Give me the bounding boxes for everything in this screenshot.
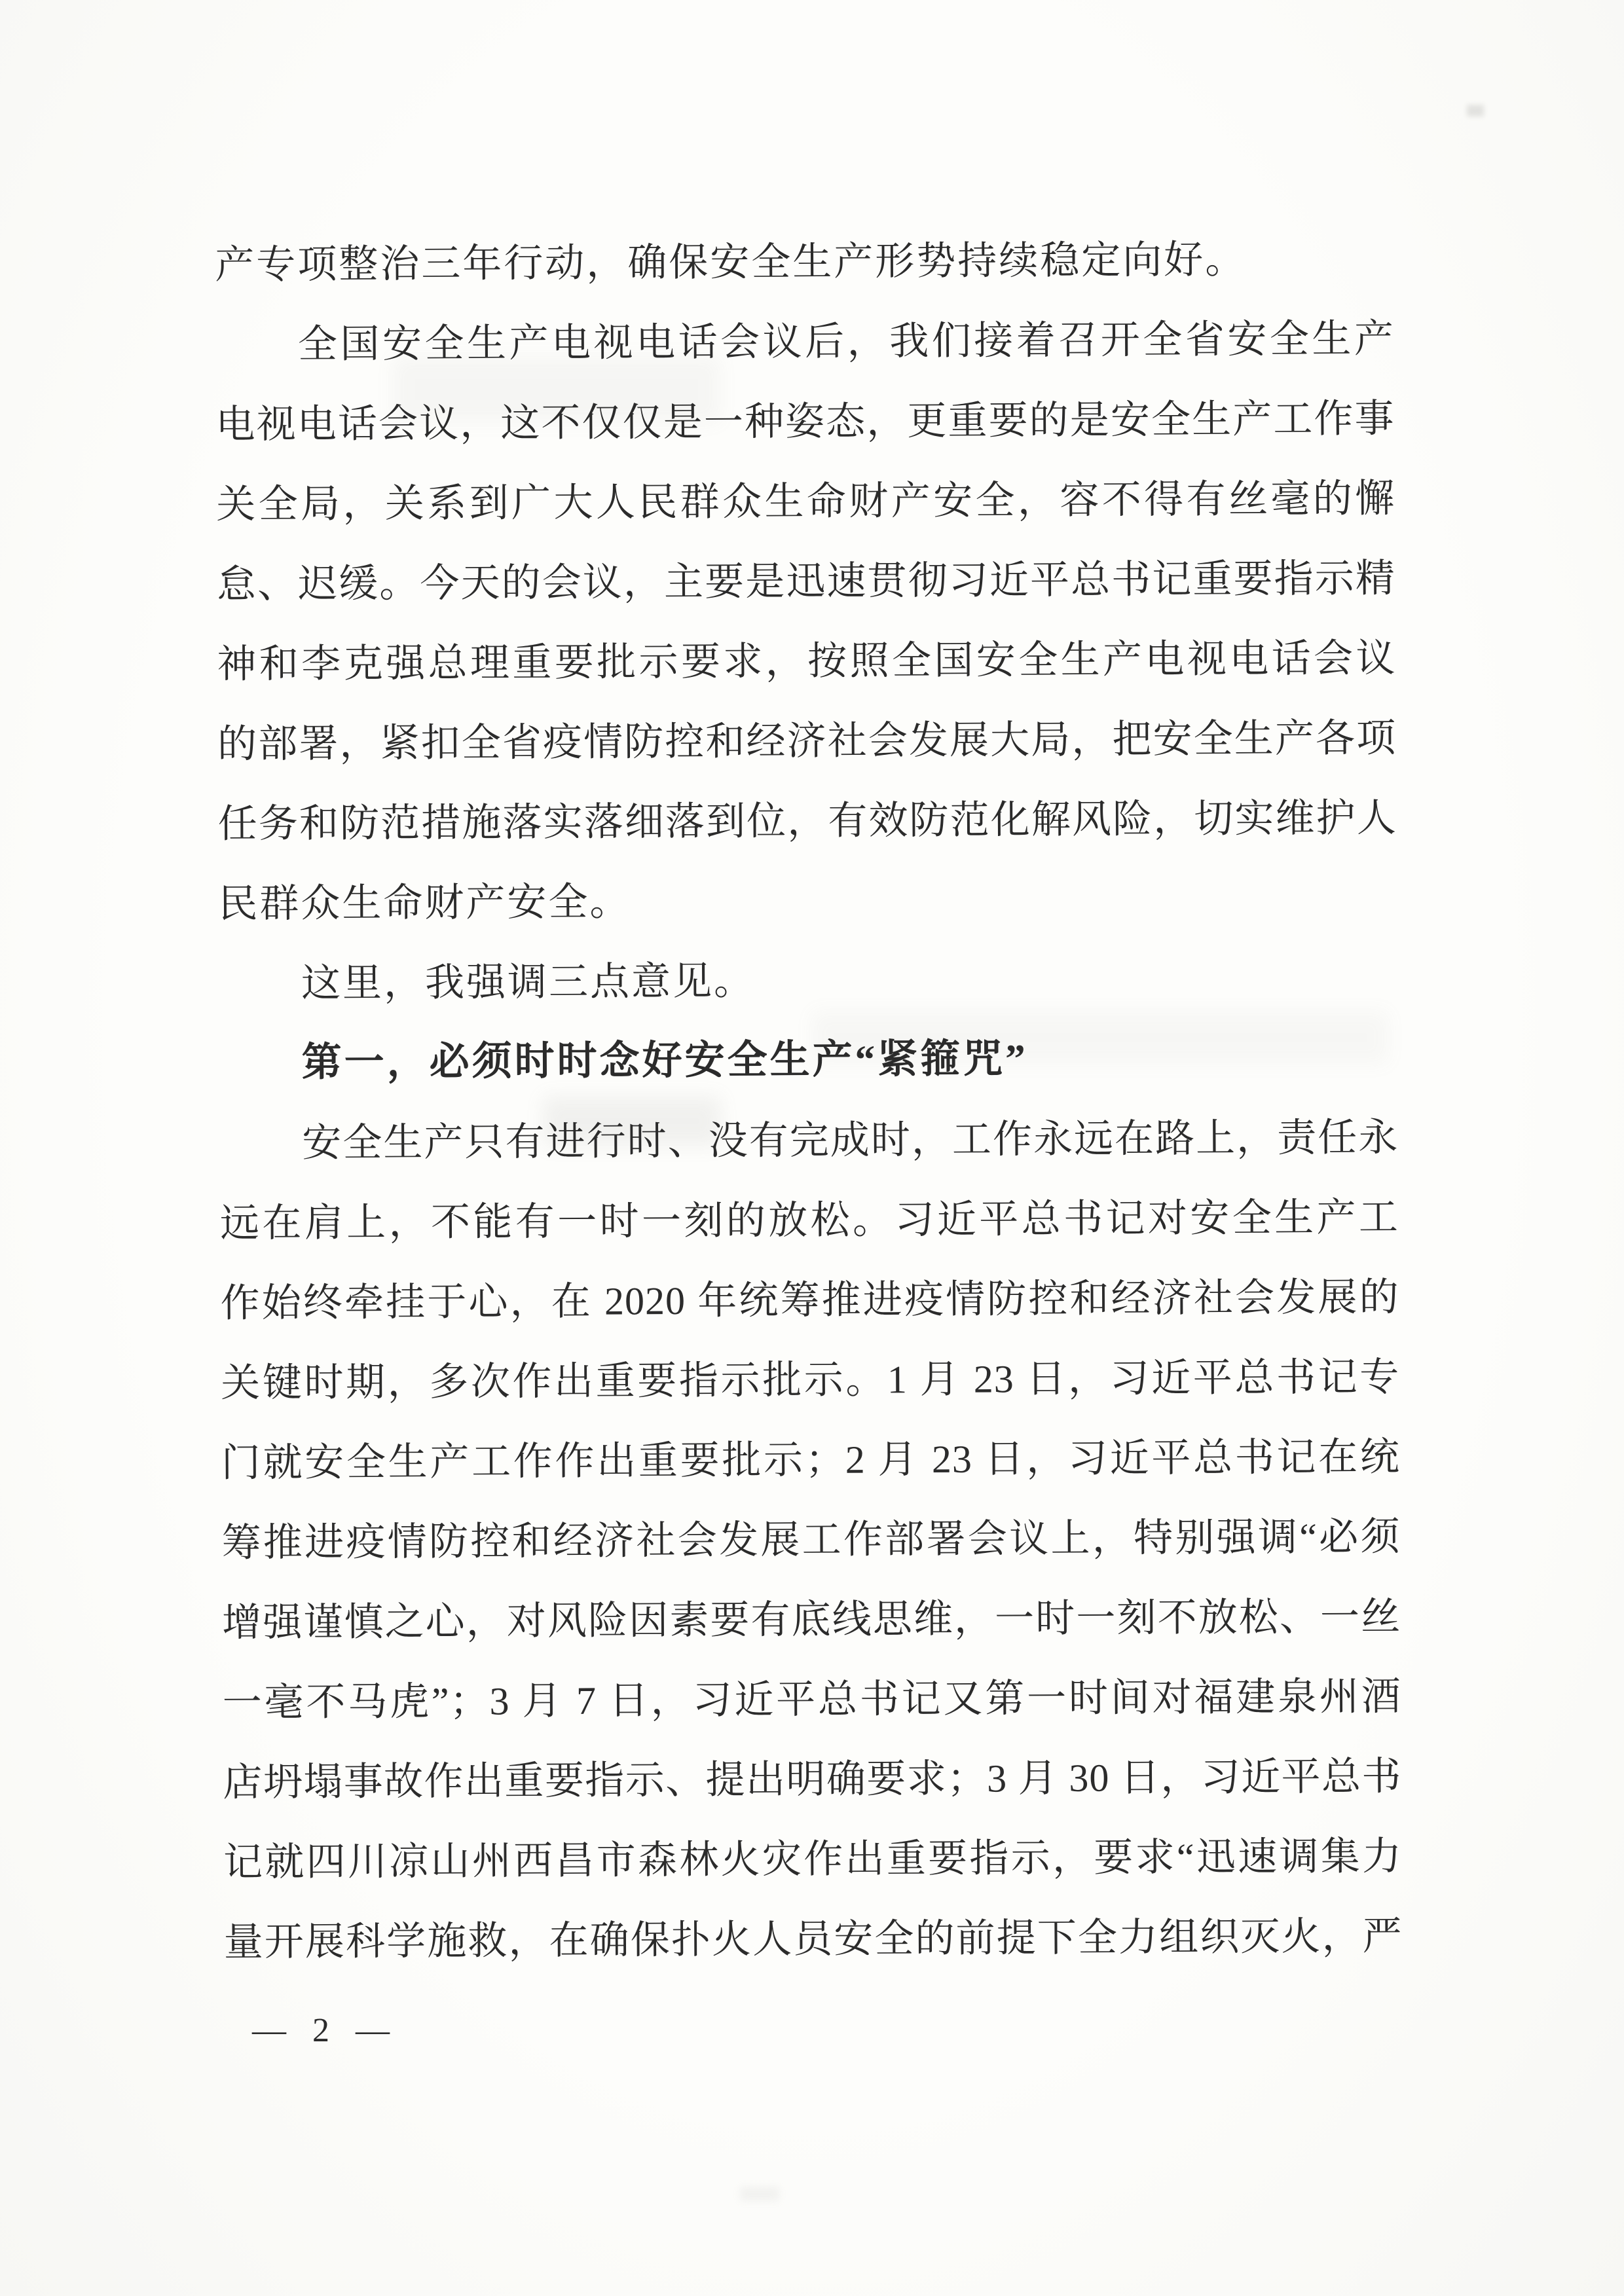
- body-line-14: 作始终牵挂于心，在 2020 年统筹推进疫情防控和经济社会发展的: [220, 1275, 1399, 1325]
- page-number: 2: [312, 2012, 329, 2049]
- scan-artifact: [740, 2187, 779, 2201]
- body-line-10: 这里，我强调三点意见。: [301, 959, 756, 1006]
- body-line-7: 的部署，紧扣全省疫情防控和经济社会发展大局，把安全生产各项: [217, 716, 1397, 766]
- body-line-5: 怠、迟缓。今天的会议，主要是迅速贯彻习近平总书记重要指示精: [216, 556, 1396, 606]
- body-line-13: 远在肩上，不能有一时一刻的放松。习近平总书记对安全生产工: [219, 1195, 1399, 1245]
- body-line-18: 增强谨慎之心，对风险因素要有底线思维，一时一刻不放松、一丝: [221, 1595, 1401, 1645]
- body-line-20: 店坍塌事故作出重要指示、提出明确要求；3 月 30 日，习近平总书: [223, 1755, 1402, 1804]
- body-line-2: 全国安全生产电视电话会议后，我们接着召开全省安全生产: [297, 317, 1395, 367]
- body-line-9: 民群众生命财产安全。: [218, 880, 631, 926]
- body-line-19: 一毫不马虎”；3 月 7 日，习近平总书记又第一时间对福建泉州酒: [222, 1675, 1401, 1724]
- body-line-22: 量开展科学施救，在确保扑火人员安全的前提下全力组织灭火，严: [223, 1914, 1403, 1964]
- body-line-6: 神和李克强总理重要批示要求，按照全国安全生产电视电话会议: [217, 636, 1396, 686]
- body-line-21: 记就四川凉山州西昌市森林火灾作出重要指示，要求“迅速调集力: [223, 1834, 1403, 1884]
- body-line-12: 安全生产只有进行时、没有完成时，工作永远在路上，责任永: [302, 1116, 1399, 1165]
- scan-artifact: [1467, 105, 1484, 117]
- body-line-3: 电视电话会议，这不仅仅是一种姿态，更重要的是安全生产工作事: [215, 397, 1395, 446]
- body-text-block: [215, 219, 1403, 1982]
- body-line-8: 任务和防范措施落实落细落到位，有效防范化解风险，切实维护人: [217, 796, 1397, 846]
- section-heading-1: 第一，必须时时念好安全生产“紧箍咒”: [301, 1037, 1028, 1085]
- body-line-16: 门就安全生产工作作出重要批示；2 月 23 日，习近平总书记在统: [221, 1435, 1401, 1485]
- body-line-15: 关键时期，多次作出重要指示批示。1 月 23 日，习近平总书记专: [221, 1355, 1400, 1405]
- body-line-17: 筹推进疫情防控和经济社会发展工作部署会议上，特别强调“必须: [221, 1515, 1401, 1565]
- body-line-4: 关全局，关系到广大人民群众生命财产安全，容不得有丝毫的懈: [216, 477, 1395, 526]
- page-footer: [252, 2011, 390, 2050]
- footer-right-dash: —: [356, 2012, 390, 2049]
- body-line-1: 产专项整治三年行动，确保安全生产形势持续稳定向好。: [215, 238, 1247, 287]
- footer-left-dash: —: [252, 2012, 286, 2049]
